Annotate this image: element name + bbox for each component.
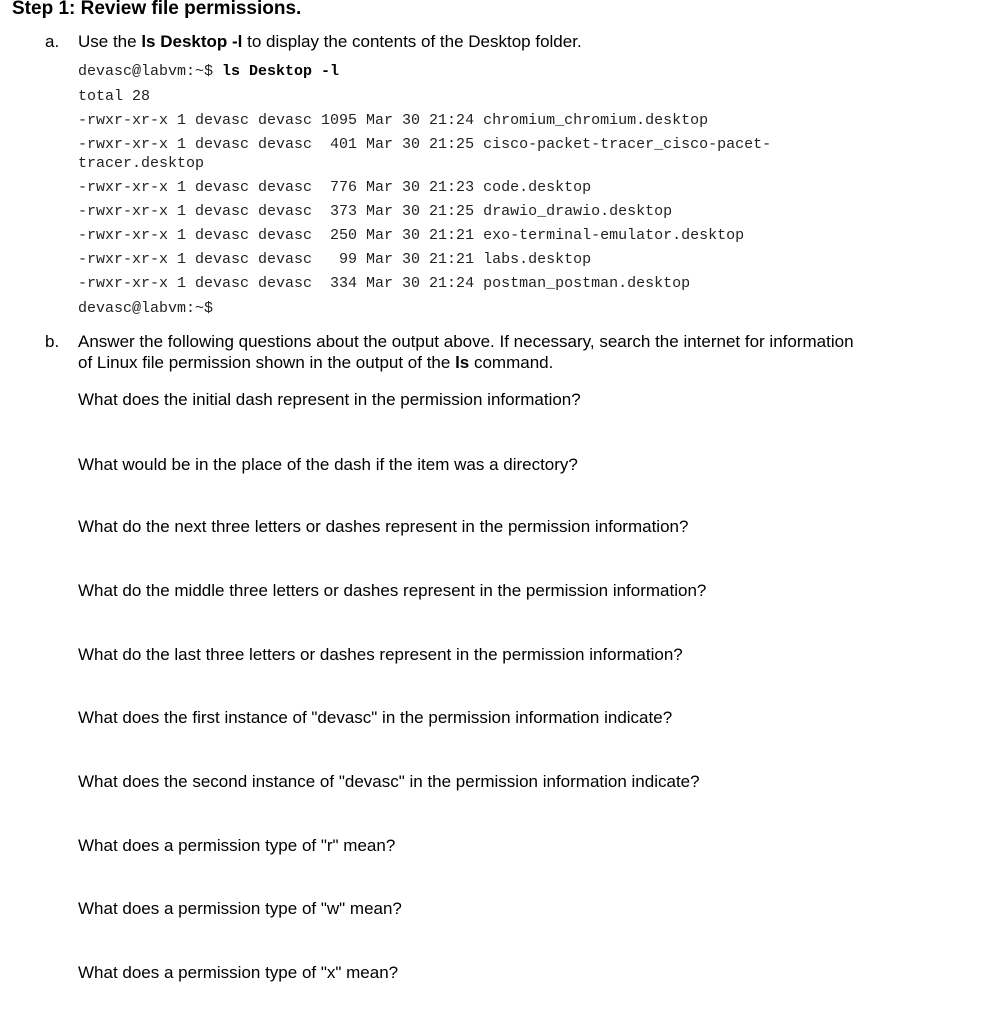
part-b-marker: b.	[45, 332, 60, 351]
part-a-instruction	[78, 31, 582, 52]
question: What does the second instance of "devasc" in the permission information indicate?	[78, 772, 700, 791]
terminal-row: -rwxr-xr-x 1 devasc devasc 1095 Mar 30 21:24 chromium_chromium.desktop	[78, 112, 709, 129]
terminal-command: ls Desktop -l	[222, 63, 340, 80]
part-a-text-pre: Use the	[78, 32, 142, 51]
part-b-instruction-line1: Answer the following questions about the output above. If necessary, search the internet for information	[78, 332, 854, 351]
terminal-row: -rwxr-xr-x 1 devasc devasc 250 Mar 30 21:21 exo-terminal-emulator.desktop	[78, 227, 745, 244]
terminal-final-prompt: devasc@labvm:~$	[78, 300, 214, 317]
question: What do the next three letters or dashes represent in the permission information?	[78, 517, 689, 536]
question: What does the initial dash represent in the permission information?	[78, 390, 581, 409]
terminal-row: -rwxr-xr-x 1 devasc devasc 373 Mar 30 21:25 drawio_drawio.desktop	[78, 203, 673, 220]
question: What would be in the place of the dash if the item was a directory?	[78, 455, 578, 474]
question: What does the first instance of "devasc" in the permission information indicate?	[78, 708, 673, 727]
terminal-row: -rwxr-xr-x 1 devasc devasc 99 Mar 30 21:21 labs.desktop	[78, 251, 592, 268]
question: What does a permission type of "x" mean?	[78, 963, 399, 982]
terminal-row: -rwxr-xr-x 1 devasc devasc 334 Mar 30 21:24 postman_postman.desktop	[78, 275, 691, 292]
part-b-line2-post: command.	[469, 353, 554, 372]
question: What does a permission type of "r" mean?	[78, 836, 396, 855]
part-b-line2-bold: ls	[455, 353, 470, 372]
terminal-prompt: devasc@labvm:~$	[78, 63, 223, 80]
question: What does a permission type of "w" mean?	[78, 899, 402, 918]
question: What do the middle three letters or dashes represent in the permission information?	[78, 581, 707, 600]
step-title: Step 1: Review file permissions.	[12, 0, 302, 19]
part-a-marker: a.	[45, 32, 60, 51]
terminal-total: total 28	[78, 88, 151, 105]
question: What do the last three letters or dashes represent in the permission information?	[78, 645, 683, 664]
terminal-row: -rwxr-xr-x 1 devasc devasc 401 Mar 30 21:25 cisco-packet-tracer_cisco-pacet-	[78, 136, 772, 153]
part-b-instruction-line2	[78, 352, 553, 373]
part-a-text-post: to display the contents of the Desktop folder.	[242, 32, 582, 51]
terminal-command-line	[78, 63, 339, 81]
terminal-row: -rwxr-xr-x 1 devasc devasc 776 Mar 30 21:23 code.desktop	[78, 179, 592, 196]
terminal-row: tracer.desktop	[78, 155, 205, 172]
part-b-line2-pre: of Linux file permission shown in the output of the	[78, 353, 456, 372]
part-a-command-bold: ls Desktop -l	[141, 32, 243, 51]
